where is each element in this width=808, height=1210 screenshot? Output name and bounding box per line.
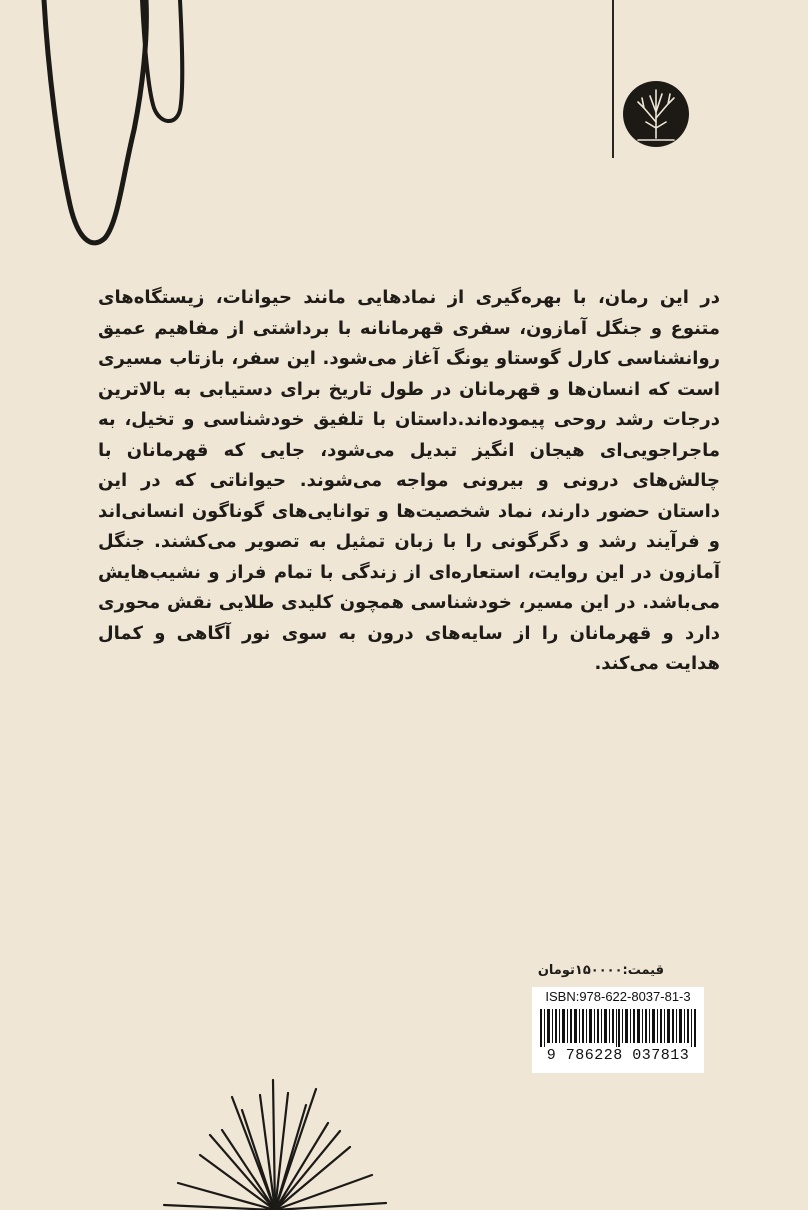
price-label: قیمت:۱۵۰۰۰۰تومان (537, 963, 664, 978)
cover-description: در این رمان، با بهره‌گیری از نمادهایی مانند حیوانات، زیستگاه‌های متنوع و جنگل آمازون، سفری قهرمانانه با برداشتی از مفاهیم عمیق روانشناسی کارل گوستاو یونگ آغاز می‌شود. این سفر، بازتاب مسیری است که انسان‌ها و قهرمانان در طول تاریخ برای دستیابی به بالاترین درجات رشد روحی پیموده‌اند.داستان با تلفیق خودشناسی و تخیل، به ماجراجویی‌ای هیجان انگیز تبدیل می‌شود، جایی که قهرمانان با چالش‌های درونی و بیرونی مواجه می‌شوند. حیواناتی که در این داستان حضور دارند، نماد شخصیت‌ها و توانایی‌های گوناگون انسانی‌اند و فرآیند رشد و دگرگونی را با زبان تمثیل به تصویر می‌کشند. جنگل آمازون در این روایت، استعاره‌ای از زندگی با تمام فراز و نشیب‌هایش می‌باشد. در این مسیر، خودشناسی همچون کلیدی طلایی نقش محوری دارد و قهرمانان را از سایه‌های درون به سوی نور آگاهی و کمال هدایت می‌کند. (98, 287, 720, 674)
isbn-label: ISBN:978-622-8037-81-3 (545, 989, 691, 1004)
vine-decoration (30, 0, 190, 255)
tree-icon (620, 78, 692, 150)
isbn-barcode (532, 987, 704, 1073)
divider-line (612, 0, 614, 158)
barcode-bars (540, 1009, 696, 1047)
barcode-digits: 9 786228 037813 (546, 1047, 690, 1064)
palm-leaves-decoration (160, 1075, 390, 1210)
